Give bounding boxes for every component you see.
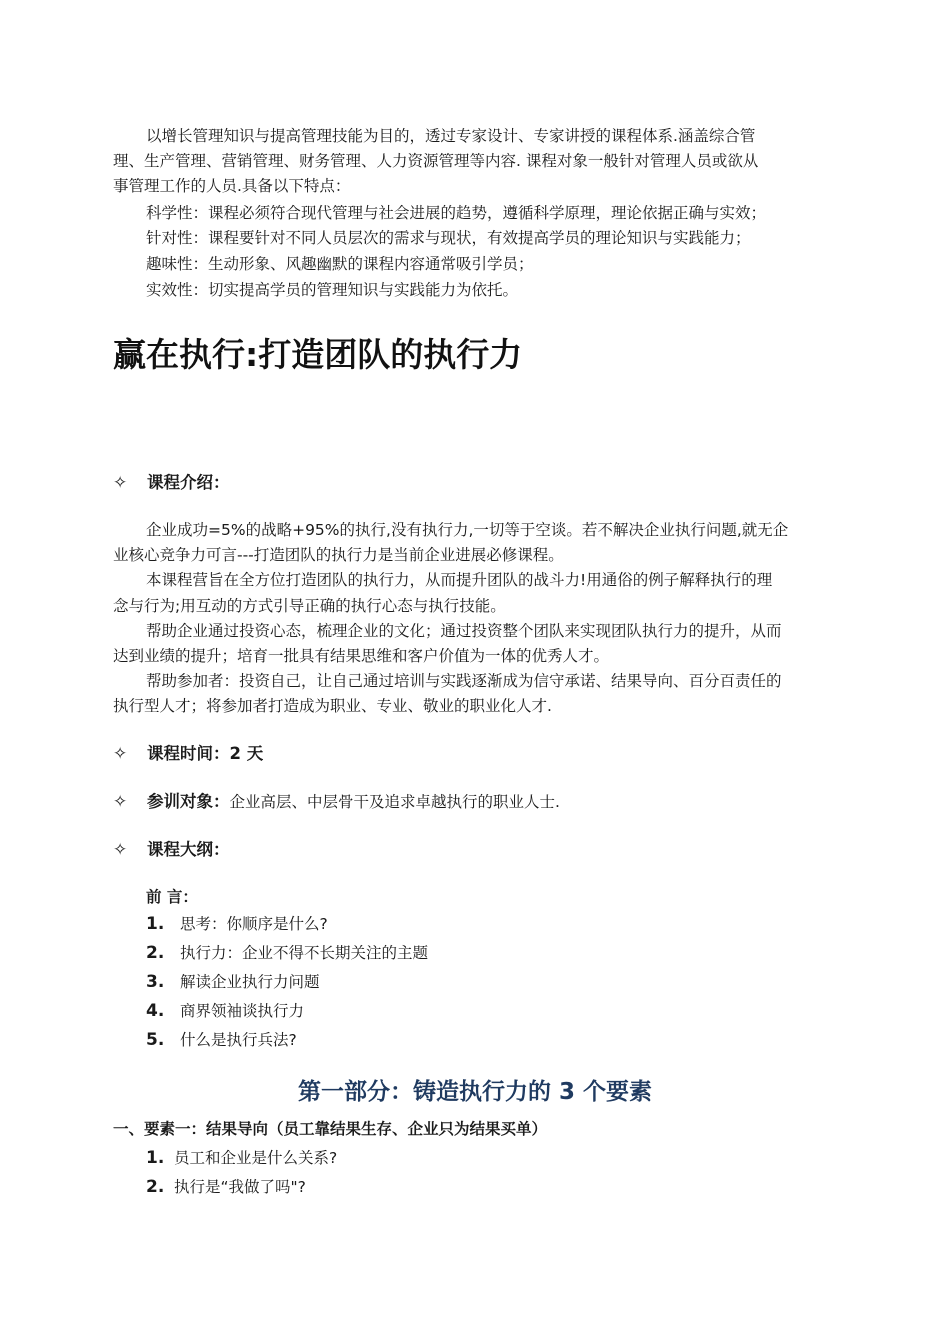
item-number: 2. — [146, 1177, 165, 1197]
item-number: 4. — [146, 1001, 165, 1021]
feature-effective: 实效性：切实提高学员的管理知识与实践能力为依托。 — [146, 281, 519, 299]
item-number: 1. — [146, 914, 165, 934]
intro-para-2-line-1: 本课程营旨在全方位打造团队的执行力，从而提升团队的战斗力!用通俗的例子解释执行的理 — [146, 571, 773, 589]
section-heading: 课程大纲： — [147, 840, 230, 859]
outline-item — [146, 998, 304, 1024]
document-title: 赢在执行:打造团队的执行力 — [113, 335, 523, 374]
feature-targeted: 针对性：课程要针对不同人员层次的需求与现状，有效提高学员的理论知识与实践能力； — [146, 229, 751, 247]
item-text: 思考：你顺序是什么? — [180, 915, 328, 933]
section-heading: 课程时间：2 天 — [147, 744, 264, 763]
intro-para-1-line-2: 业核心竞争力可言---打造团队的执行力是当前企业进展必修课程。 — [113, 546, 564, 564]
section-heading: 课程介绍： — [147, 473, 230, 492]
section-outline — [113, 837, 230, 863]
feature-interesting: 趣味性：生动形象、风趣幽默的课程内容通常吸引学员； — [146, 255, 534, 273]
item-number: 1. — [146, 1148, 165, 1168]
part-one-title: 第一部分：铸造执行力的 3 个要素 — [297, 1079, 653, 1105]
item-text: 解读企业执行力问题 — [180, 973, 320, 991]
intro-para-4-line-1: 帮助参加者：投资自己，让自己通过培训与实践逐渐成为信守承诺、结果导向、百分百责任的 — [146, 672, 782, 690]
feature-scientific: 科学性：课程必须符合现代管理与社会进展的趋势，遵循科学原理，理论依据正确与实效； — [146, 204, 767, 222]
section-course-intro — [113, 470, 230, 496]
star-bullet-icon: ✧ — [113, 792, 128, 812]
section-course-time — [113, 741, 263, 767]
intro-para-1-line-1: 企业成功=5%的战略+95%的执行,没有执行力,一切等于空谈。若不解决企业执行问题,就无企 — [146, 521, 789, 539]
outline-item — [146, 911, 328, 937]
item-text: 商界领袖谈执行力 — [180, 1002, 305, 1020]
part-one-item — [146, 1174, 306, 1200]
outline-item — [146, 969, 320, 995]
element-one-heading: 一、要素一：结果导向（员工靠结果生存、企业只为结果买单） — [113, 1120, 548, 1138]
item-number: 5. — [146, 1030, 165, 1050]
item-number: 2. — [146, 943, 165, 963]
intro-para-4-line-2: 执行型人才；将参加者打造成为职业、专业、敬业的职业化人才. — [113, 697, 552, 715]
outline-item — [146, 940, 428, 966]
part-one-item — [146, 1145, 337, 1171]
intro-para-2-line-2: 念与行为;用互动的方式引导正确的执行心态与执行技能。 — [113, 597, 506, 615]
intro-line-2: 理、生产管理、营销管理、财务管理、人力资源管理等内容. 课程对象一般针对管理人员或欲从 — [113, 152, 759, 170]
section-heading: 参训对象： — [147, 792, 230, 811]
item-text: 执行力：企业不得不长期关注的主题 — [180, 944, 429, 962]
star-bullet-icon: ✧ — [113, 744, 128, 764]
intro-para-3-line-1: 帮助企业通过投资心态，梳理企业的文化；通过投资整个团队来实现团队执行力的提升，从而 — [146, 622, 782, 640]
star-bullet-icon: ✧ — [113, 840, 128, 860]
item-number: 3. — [146, 972, 165, 992]
intro-line-3: 事管理工作的人员.具备以下特点： — [113, 177, 351, 195]
outline-preface: 前 言： — [146, 888, 198, 906]
audience-value: 企业高层、中层骨干及追求卓越执行的职业人士. — [229, 793, 560, 811]
item-text: 什么是执行兵法? — [180, 1031, 297, 1049]
item-text: 员工和企业是什么关系? — [174, 1149, 338, 1167]
outline-item — [146, 1027, 297, 1053]
section-audience — [113, 789, 560, 815]
intro-line-1: 以增长管理知识与提高管理技能为目的，透过专家设计、专家讲授的课程体系.涵盖综合管 — [146, 127, 756, 145]
item-text: 执行是“我做了吗"? — [174, 1178, 306, 1196]
star-bullet-icon: ✧ — [113, 473, 128, 493]
intro-para-3-line-2: 达到业绩的提升；培育一批具有结果思维和客户价值为一体的优秀人才。 — [113, 647, 610, 665]
